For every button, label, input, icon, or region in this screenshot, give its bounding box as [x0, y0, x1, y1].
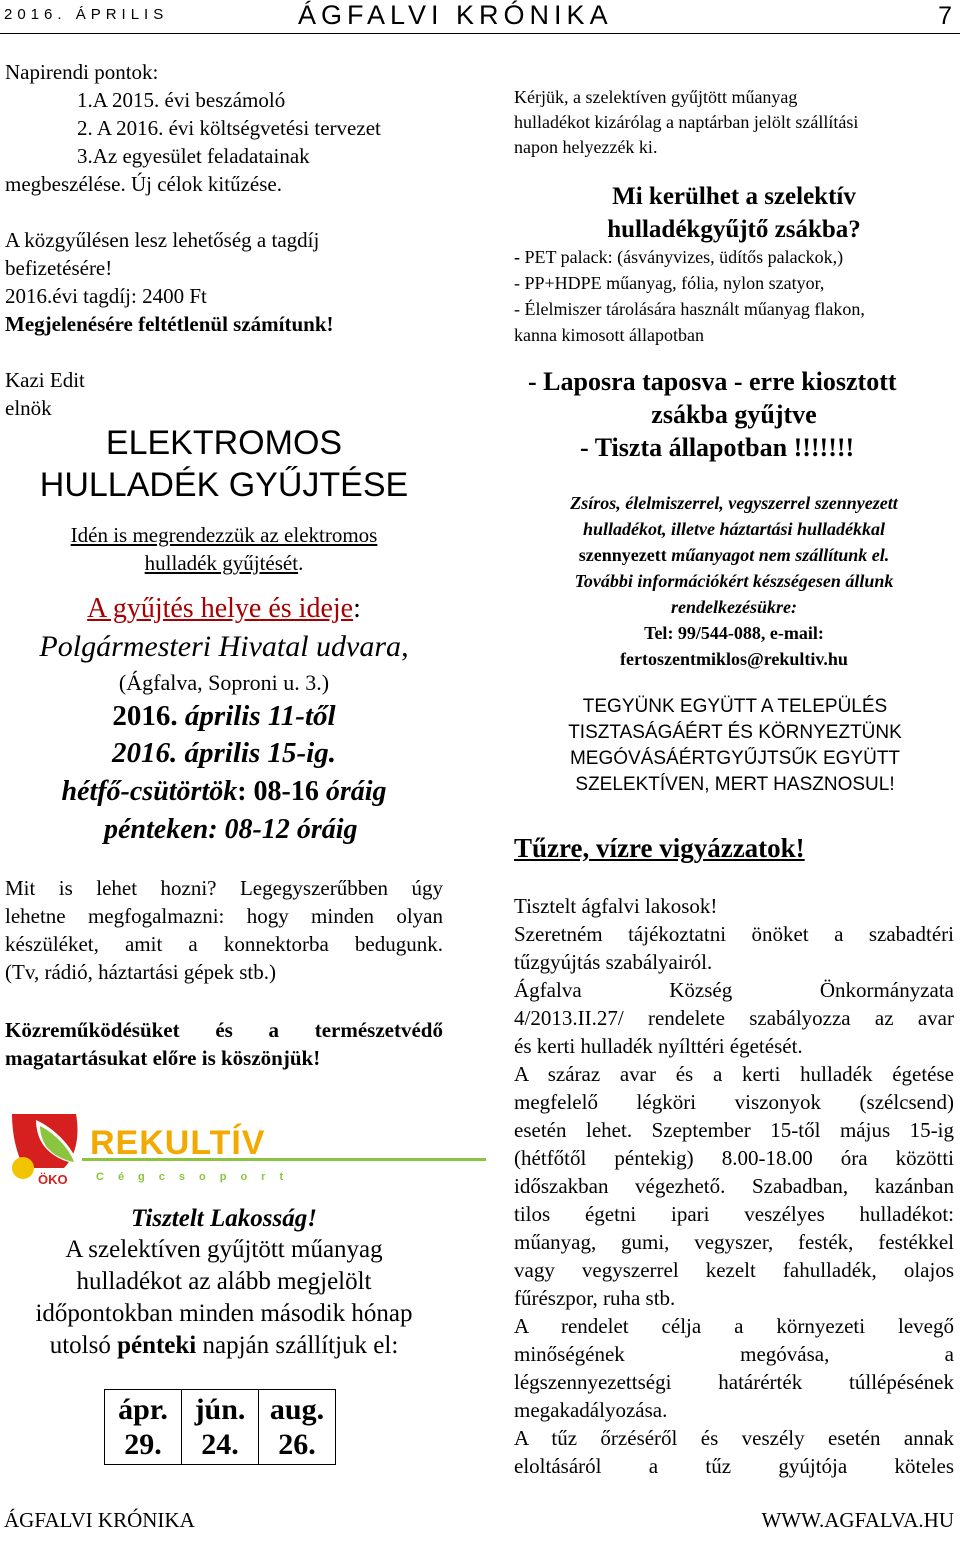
notice-line-1: A szelektíven gyűjtött műanyag: [65, 1236, 383, 1263]
bag-rule-2: zsákba gyűjtve: [651, 400, 817, 429]
agenda-item-2: 2. A 2016. évi költségvetési tervezet: [77, 116, 381, 140]
header-title: ÁGFALVI KRÓNIKA: [298, 0, 613, 30]
ew-title-line-2: HULLADÉK GYŰJTÉSE: [39, 466, 409, 504]
question-line-4: (Tv, rádió, háztartási gépek stb.): [5, 960, 276, 984]
agenda-item-3-cont: megbeszélése. Új célok kitűzése.: [5, 172, 282, 196]
bag-item-3: - Élelmiszer tárolására használt műanyag flakon,: [514, 299, 865, 319]
fire-line: A tűz őrzéséről és veszély esetén annak: [514, 1426, 954, 1450]
contact-email: fertoszentmiklos@rekultiv.hu: [620, 649, 848, 669]
footer-right: WWW.AGFALVA.HU: [761, 1508, 954, 1532]
fire-line: légszennyezettségi határérték túllépésének: [514, 1370, 954, 1394]
caps-line-1: TEGYÜNK EGYÜTT A TELEPÜLÉS: [582, 696, 888, 717]
thanks-line-2: magatartásukat előre is köszönjük!: [5, 1046, 321, 1070]
notice-line-4b: pénteki: [117, 1332, 197, 1359]
fire-title: Tűzre, vízre vigyázzatok!: [514, 833, 805, 863]
date-from: április 11-től: [177, 700, 336, 732]
notice-block: [0, 1204, 448, 1362]
question-line-3: készüléket, amit a konnektorba bedugunk.: [5, 932, 443, 956]
bag-question-line-1: Mi kerülhet a szelektív: [612, 183, 856, 210]
place-name: Polgármesteri Hivatal udvara: [39, 630, 402, 663]
notice-title: Tisztelt Lakosság!: [131, 1205, 317, 1232]
fire-line: műanyag, gumi, vegyszer, festék, festékkel: [514, 1230, 954, 1254]
caps-appeal: [500, 694, 960, 798]
warning-line-5: rendelkezésükre:: [671, 597, 797, 617]
fee-line-1: A közgyűlésen lesz lehetőség a tagdíj: [5, 228, 320, 252]
pickup-dates-table: [104, 1389, 336, 1465]
right-intro-line-1: Kérjük, a szelektíven gyűjtött műanyag: [514, 87, 798, 107]
warning-line-4: További információkért készségesen állunk: [574, 571, 894, 591]
signature: [5, 366, 443, 422]
notice-line-2: hulladékot az alább megjelölt: [76, 1268, 372, 1295]
ew-hours: [0, 773, 448, 849]
logo-sun: [12, 1157, 34, 1179]
fee-block: [5, 226, 443, 338]
signature-name: Kazi Edit: [5, 368, 85, 392]
fire-line: esetén lehet. Szeptember 15-től május 15-ig: [514, 1118, 954, 1142]
date-from-year: 2016.: [112, 700, 178, 732]
hours-word: óráig: [325, 776, 387, 807]
fire-line: megfelelő légköri viszonyok (szélcsend): [514, 1090, 954, 1114]
fire-line: tilos égetni ipari veszélyes hulladékot:: [514, 1202, 954, 1226]
header-date: 2016. ÁPRILIS: [4, 6, 169, 23]
bag-item-4: kanna kimosott állapotban: [514, 325, 704, 345]
pickup-date-cell: jún. 24.: [182, 1390, 259, 1465]
ew-intro-line-1: Idén is megrendezzük az elektromos: [70, 523, 378, 547]
caps-line-3: MEGÓVÁSÁÉRTGYŰJTSŰK EGYÜTT: [569, 748, 901, 769]
bag-question-line-2: hulladékgyűjtő zsákba?: [607, 216, 861, 243]
signature-role: elnök: [5, 396, 52, 420]
bag-items: - PET palack: (ásványvizes, üdítős palackok,) - PP+HDPE műanyag, fólia, nylon szatyor, - Élelmiszer tárolására használt műanyag flakon, kanna kimosott állapotban: [514, 244, 954, 348]
ew-intro-line-2: hulladék gyűjtését: [144, 551, 299, 575]
right-intro-line-2: hulladékot kizárólag a naptárban jelölt szállítási: [514, 112, 859, 132]
ew-title: [0, 422, 448, 506]
agenda-title: Napirendi pontok:: [5, 60, 159, 84]
fire-line: fűrészpor, ruha stb.: [514, 1286, 676, 1310]
question-line-1: Mit is lehet hozni? Legegyszerűbben úgy: [5, 876, 443, 900]
hours-days: hétfő-csütörtök: [61, 776, 238, 807]
fire-line: minőségének megóvása, a: [514, 1342, 954, 1366]
question-line-2: lehetne megfogalmazni: hogy minden olyan: [5, 904, 443, 928]
ew-place: [0, 590, 448, 700]
fire-line: Tisztelt ágfalvi lakosok!: [514, 894, 718, 918]
logo-text: REKULTÍV: [90, 1124, 266, 1162]
bag-rule-1: - Laposra taposva - erre kiosztott: [528, 367, 897, 396]
logo-subtext: Cégcsoport: [96, 1171, 298, 1183]
ew-dates: [0, 698, 448, 772]
notice-line-4a: utolsó: [49, 1332, 118, 1359]
warning-block: [514, 490, 954, 672]
fire-line: tűzgyújtás szabályairól.: [514, 950, 713, 974]
thanks-line-1: Közreműködésüket és a természetvédő: [5, 1018, 443, 1042]
ew-title-line-1: ELEKTROMOS: [105, 424, 343, 462]
date-to-year: 2016.: [112, 737, 178, 769]
place-comma: ,: [401, 630, 409, 663]
bag-item-2: - PP+HDPE műanyag, fólia, nylon szatyor,: [514, 273, 825, 293]
warning-line-3b: műanyagot nem szállítunk el.: [671, 545, 890, 565]
contact-phone: Tel: 99/544-088, e-mail:: [644, 623, 824, 643]
fire-line: 4/2013.II.27/ rendelete szabályozza az avar: [514, 1006, 954, 1030]
caps-line-2: TISZTASÁGÁÉRT ÉS KÖRNYEZTÜNK: [568, 722, 902, 743]
place-address: (Ágfalva, Soproni u. 3.): [118, 670, 330, 695]
fire-line: vagy vegyszerrel kezelt fahulladék, olajos: [514, 1258, 954, 1282]
notice-line-4c: napján szállítjuk el:: [196, 1332, 399, 1359]
fire-line: és kerti hulladék nyílttéri égetését.: [514, 1034, 803, 1058]
notice-line-3: időpontokban minden második hónap: [35, 1300, 413, 1327]
fire-line: A rendelet célja a környezeti levegő: [514, 1314, 954, 1338]
logo-graphic: [6, 1106, 486, 1188]
place-colon: :: [353, 593, 361, 624]
date-to: április 15-ig.: [177, 737, 336, 769]
pickup-date-cell: aug. 26.: [259, 1390, 336, 1465]
fire-line: eloltásáról a tűz gyújtója köteles: [514, 1454, 954, 1478]
fee-line-3: 2016.évi tagdíj: 2400 Ft: [5, 284, 207, 308]
warning-line-3a: szennyezett: [578, 545, 672, 565]
warning-line-2: hulladékot, illetve háztartási hulladékkal: [582, 519, 886, 539]
footer-left: ÁGFALVI KRÓNIKA: [4, 1508, 195, 1532]
fire-line: (hétfőtől péntekig) 8.00-18.00 óra közötti: [514, 1146, 954, 1170]
ew-intro: [0, 521, 448, 577]
header-rule: [0, 33, 960, 34]
ew-question: [5, 874, 443, 986]
caps-line-4: SZELEKTÍVEN, MERT HASZNOSUL!: [575, 774, 895, 795]
fee-line-2: befizetésére!: [5, 256, 113, 280]
page-number: 7: [938, 2, 952, 30]
fire-line: Ágfalva Község Önkormányzata: [514, 978, 954, 1002]
bag-item-1: PET palack: (ásványvizes, üdítős palackok,): [524, 247, 844, 267]
right-intro: [514, 85, 954, 160]
fire-line: Szeretném tájékoztatni önöket a szabadtéri: [514, 922, 954, 946]
agenda-block: [5, 58, 443, 198]
hours-friday: pénteken: 08-12 óráig: [104, 814, 358, 845]
fire-line: megakadályozása.: [514, 1398, 668, 1422]
place-label: A gyűjtés helye és ideje: [87, 593, 354, 624]
pickup-date-cell: ápr. 29.: [105, 1390, 182, 1465]
ew-intro-dot: .: [298, 551, 304, 575]
attend-line: Megjelenésére feltétlenül számítunk!: [5, 312, 334, 336]
fire-body: [514, 892, 954, 1480]
logo-oko: ÖKO: [38, 1172, 68, 1187]
rekultiv-logo: [6, 1106, 486, 1188]
fire-line: időszakban végezhető. Szabadban, kazánban: [514, 1174, 954, 1198]
bag-rule-3: - Tiszta állapotban !!!!!!!: [580, 433, 855, 462]
fire-line: A száraz avar és a kerti hulladék égetése: [514, 1062, 954, 1086]
bag-question-title: [514, 180, 954, 246]
agenda-item-1: 1.A 2015. évi beszámoló: [77, 88, 286, 112]
bag-rules: [514, 365, 954, 464]
right-intro-line-3: napon helyezzék ki.: [514, 137, 658, 157]
warning-line-1: Zsíros, élelmiszerrel, vegyszerrel szennyezett: [570, 493, 898, 513]
agenda-item-3: 3.Az egyesület feladatainak: [77, 144, 310, 168]
thanks-block: [5, 1016, 443, 1072]
hours-time: : 08-16: [237, 776, 326, 807]
